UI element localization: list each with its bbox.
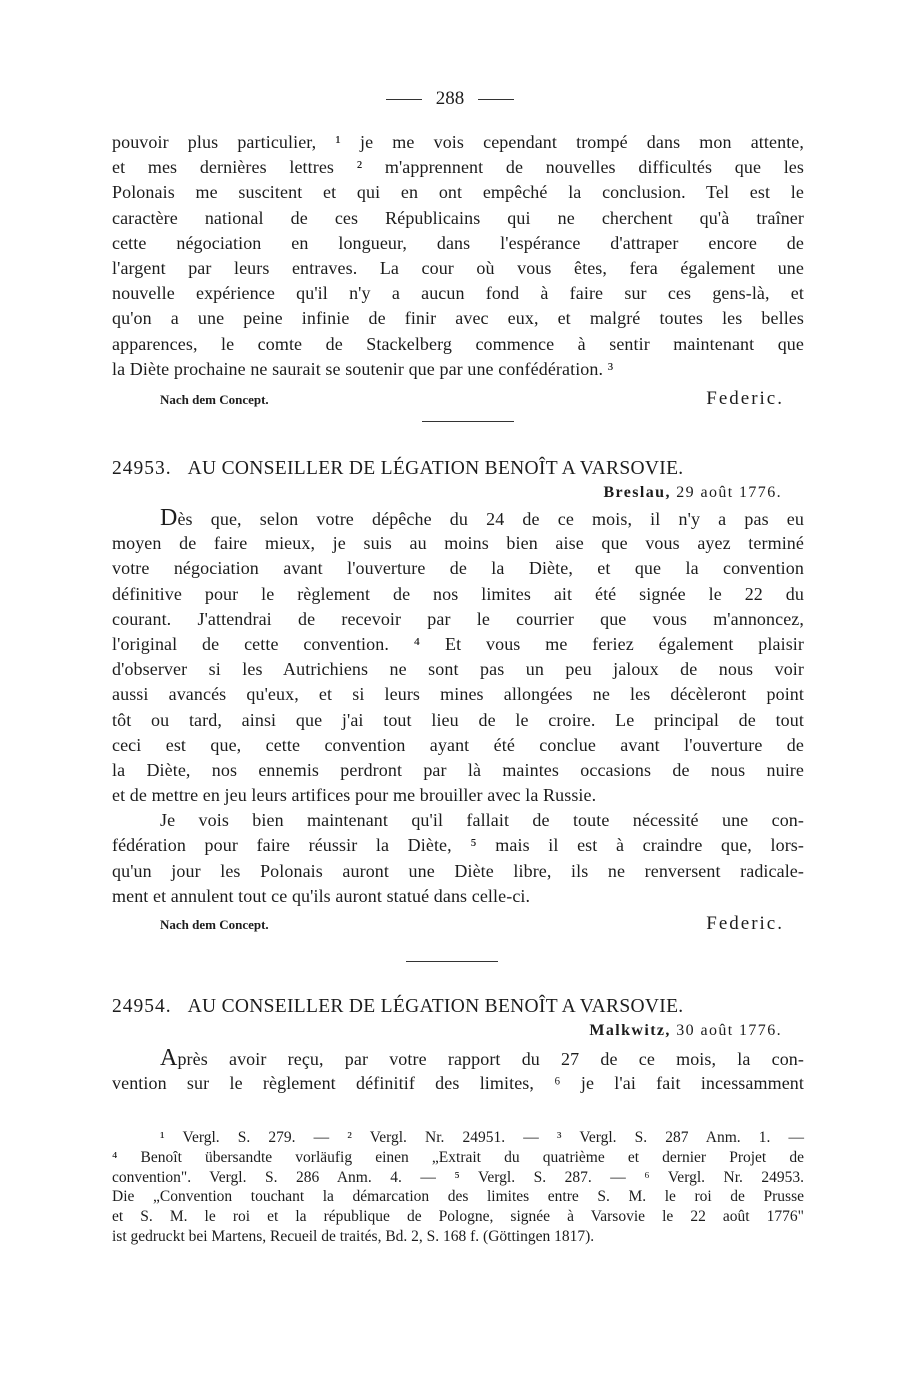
dateline-date: 30 août 1776. bbox=[676, 1022, 782, 1039]
intro-paragraph bbox=[112, 130, 804, 382]
text-line: caractère national de ces Républicains qui ne cherchent qu'à traîner bbox=[112, 207, 804, 228]
letter-title: AU CONSEILLER DE LÉGATION BENOÎT A VARSOVIE. bbox=[187, 458, 684, 479]
letter-paragraph bbox=[112, 1046, 804, 1096]
letter-paragraph bbox=[112, 808, 804, 909]
text-line: l'argent par leurs entraves. La cour où vous êtes, fera également une bbox=[112, 257, 804, 278]
text-line: moyen de faire mieux, je suis au moins bien aise que vous ayez terminé bbox=[112, 533, 804, 554]
intro-signature-row bbox=[112, 388, 804, 410]
text-line: Je vois bien maintenant qu'il fallait de toute nécessité une con- bbox=[160, 810, 804, 831]
text-line: la Diète, nos ennemis perdront par là maintes occasions de nous nuire bbox=[112, 759, 804, 780]
letter-title: AU CONSEILLER DE LÉGATION BENOÎT A VARSOVIE. bbox=[187, 996, 684, 1017]
footnote-line: ⁴ Benoît übersandte vorläufig einen „Extrait du quatrième et dernier Projet de bbox=[112, 1148, 804, 1166]
signature: Federic. bbox=[706, 387, 784, 409]
text-line: votre négociation avant l'ouverture de la Diète, et que la convention bbox=[112, 558, 804, 579]
text-line: cette négociation en longueur, dans l'espérance d'attraper encore de bbox=[112, 232, 804, 253]
dateline-date: 29 août 1776. bbox=[676, 484, 782, 501]
letter-heading bbox=[112, 458, 804, 480]
text-line: définitive pour le règlement de nos limites ait été signée le 22 du bbox=[112, 583, 804, 604]
page-header bbox=[0, 84, 900, 114]
text-line: ment et annulent tout ce qu'ils auront statué dans celle-ci. bbox=[112, 885, 531, 906]
footnote-line: convention". Vergl. S. 286 Anm. 4. — ⁵ Vergl. S. 287. — ⁶ Vergl. Nr. 24953. bbox=[112, 1168, 804, 1186]
footnotes bbox=[112, 1128, 804, 1247]
text-line: courant. J'attendrai de recevoir par le courrier que vous m'annoncez, bbox=[112, 608, 804, 629]
intro-section bbox=[112, 130, 804, 410]
text-line: qu'un jour les Polonais auront une Diète libre, ils ne renversent radicale- bbox=[112, 860, 804, 881]
text-line: nouvelle expérience qu'il n'y a aucun fond à faire sur ces gens-là, et bbox=[112, 283, 804, 304]
text-line: aussi avancés qu'eux, et si leurs mines allongées ne les décèleront point bbox=[112, 684, 804, 705]
letter-signature-row bbox=[112, 913, 804, 935]
text-line: pouvoir plus particulier, ¹ je me vois cependant trompé dans mon attente, bbox=[112, 132, 804, 152]
footnote-line: ¹ Vergl. S. 279. — ² Vergl. Nr. 24951. — ³ Vergl. S. 287 Anm. 1. — bbox=[160, 1129, 804, 1146]
initial-letter: D bbox=[160, 505, 178, 531]
text-line: Polonais me suscitent et qui en ont empêché la conclusion. Tel est le bbox=[112, 182, 804, 203]
text-line: ceci est que, cette convention ayant été conclue avant l'ouverture de bbox=[112, 734, 804, 755]
dateline bbox=[112, 484, 804, 502]
text-line: apparences, le comte de Stackelberg commence à sentir maintenant que bbox=[112, 333, 804, 354]
footnote-line: ist gedruckt bei Martens, Recueil de traités, Bd. 2, S. 168 f. (Göttingen 1817). bbox=[112, 1227, 595, 1245]
dateline-place: Malkwitz, bbox=[589, 1022, 671, 1039]
text-line: et mes dernières lettres ² m'apprennent de nouvelles difficultés que les bbox=[112, 157, 804, 178]
header-rule-right bbox=[478, 99, 514, 100]
letter-24954 bbox=[112, 996, 804, 1096]
text-line: l'original de cette convention. ⁴ Et vous me feriez également plaisir bbox=[112, 633, 804, 654]
initial-letter: A bbox=[160, 1045, 178, 1071]
footnote-line: et S. M. le roi et la république de Pologne, signée à Varsovie le 22 août 1776" bbox=[112, 1208, 804, 1226]
text-line: d'observer si les Autrichiens ne sont pas un peu jaloux de nous voir bbox=[112, 659, 804, 680]
dateline-place: Breslau, bbox=[603, 484, 671, 501]
dateline bbox=[112, 1022, 804, 1040]
signature: Federic. bbox=[706, 913, 784, 934]
text-line: Dès que, selon votre dépêche du 24 de ce mois, il n'y a pas eu bbox=[160, 505, 804, 531]
page-number: 288 bbox=[435, 88, 465, 109]
text-line: Après avoir reçu, par votre rapport du 27 de ce mois, la con- bbox=[160, 1045, 804, 1071]
text-line: fédération pour faire réussir la Diète, ⁵ mais il est à craindre que, lors- bbox=[112, 835, 804, 856]
source-note: Nach dem Concept. bbox=[160, 391, 269, 407]
letter-number: 24954. bbox=[112, 996, 172, 1017]
text-line: la Diète prochaine ne saurait se soutenir que par une confédération. ³ bbox=[112, 358, 614, 379]
section-divider bbox=[406, 961, 498, 962]
letter-24953 bbox=[112, 458, 804, 935]
footnote-line: Die „Convention touchant la démarcation des limites entre S. M. le roi de Prusse bbox=[112, 1188, 804, 1206]
text-line: qu'on a une peine infinie de finir avec eux, et malgré toutes les belles bbox=[112, 308, 804, 329]
text-line: vention sur le règlement définitif des limites, ⁶ je l'ai fait incessamment bbox=[112, 1073, 804, 1094]
section-divider bbox=[422, 421, 514, 422]
letter-paragraph bbox=[112, 506, 804, 808]
text-line: et de mettre en jeu leurs artifices pour me brouiller avec la Russie. bbox=[112, 785, 597, 806]
source-note: Nach dem Concept. bbox=[160, 917, 269, 932]
header-rule-left bbox=[386, 99, 422, 100]
letter-heading bbox=[112, 996, 804, 1018]
text-line: tôt ou tard, ainsi que j'ai tout lieu de le croire. Le principal de tout bbox=[112, 709, 804, 730]
letter-number: 24953. bbox=[112, 458, 172, 479]
